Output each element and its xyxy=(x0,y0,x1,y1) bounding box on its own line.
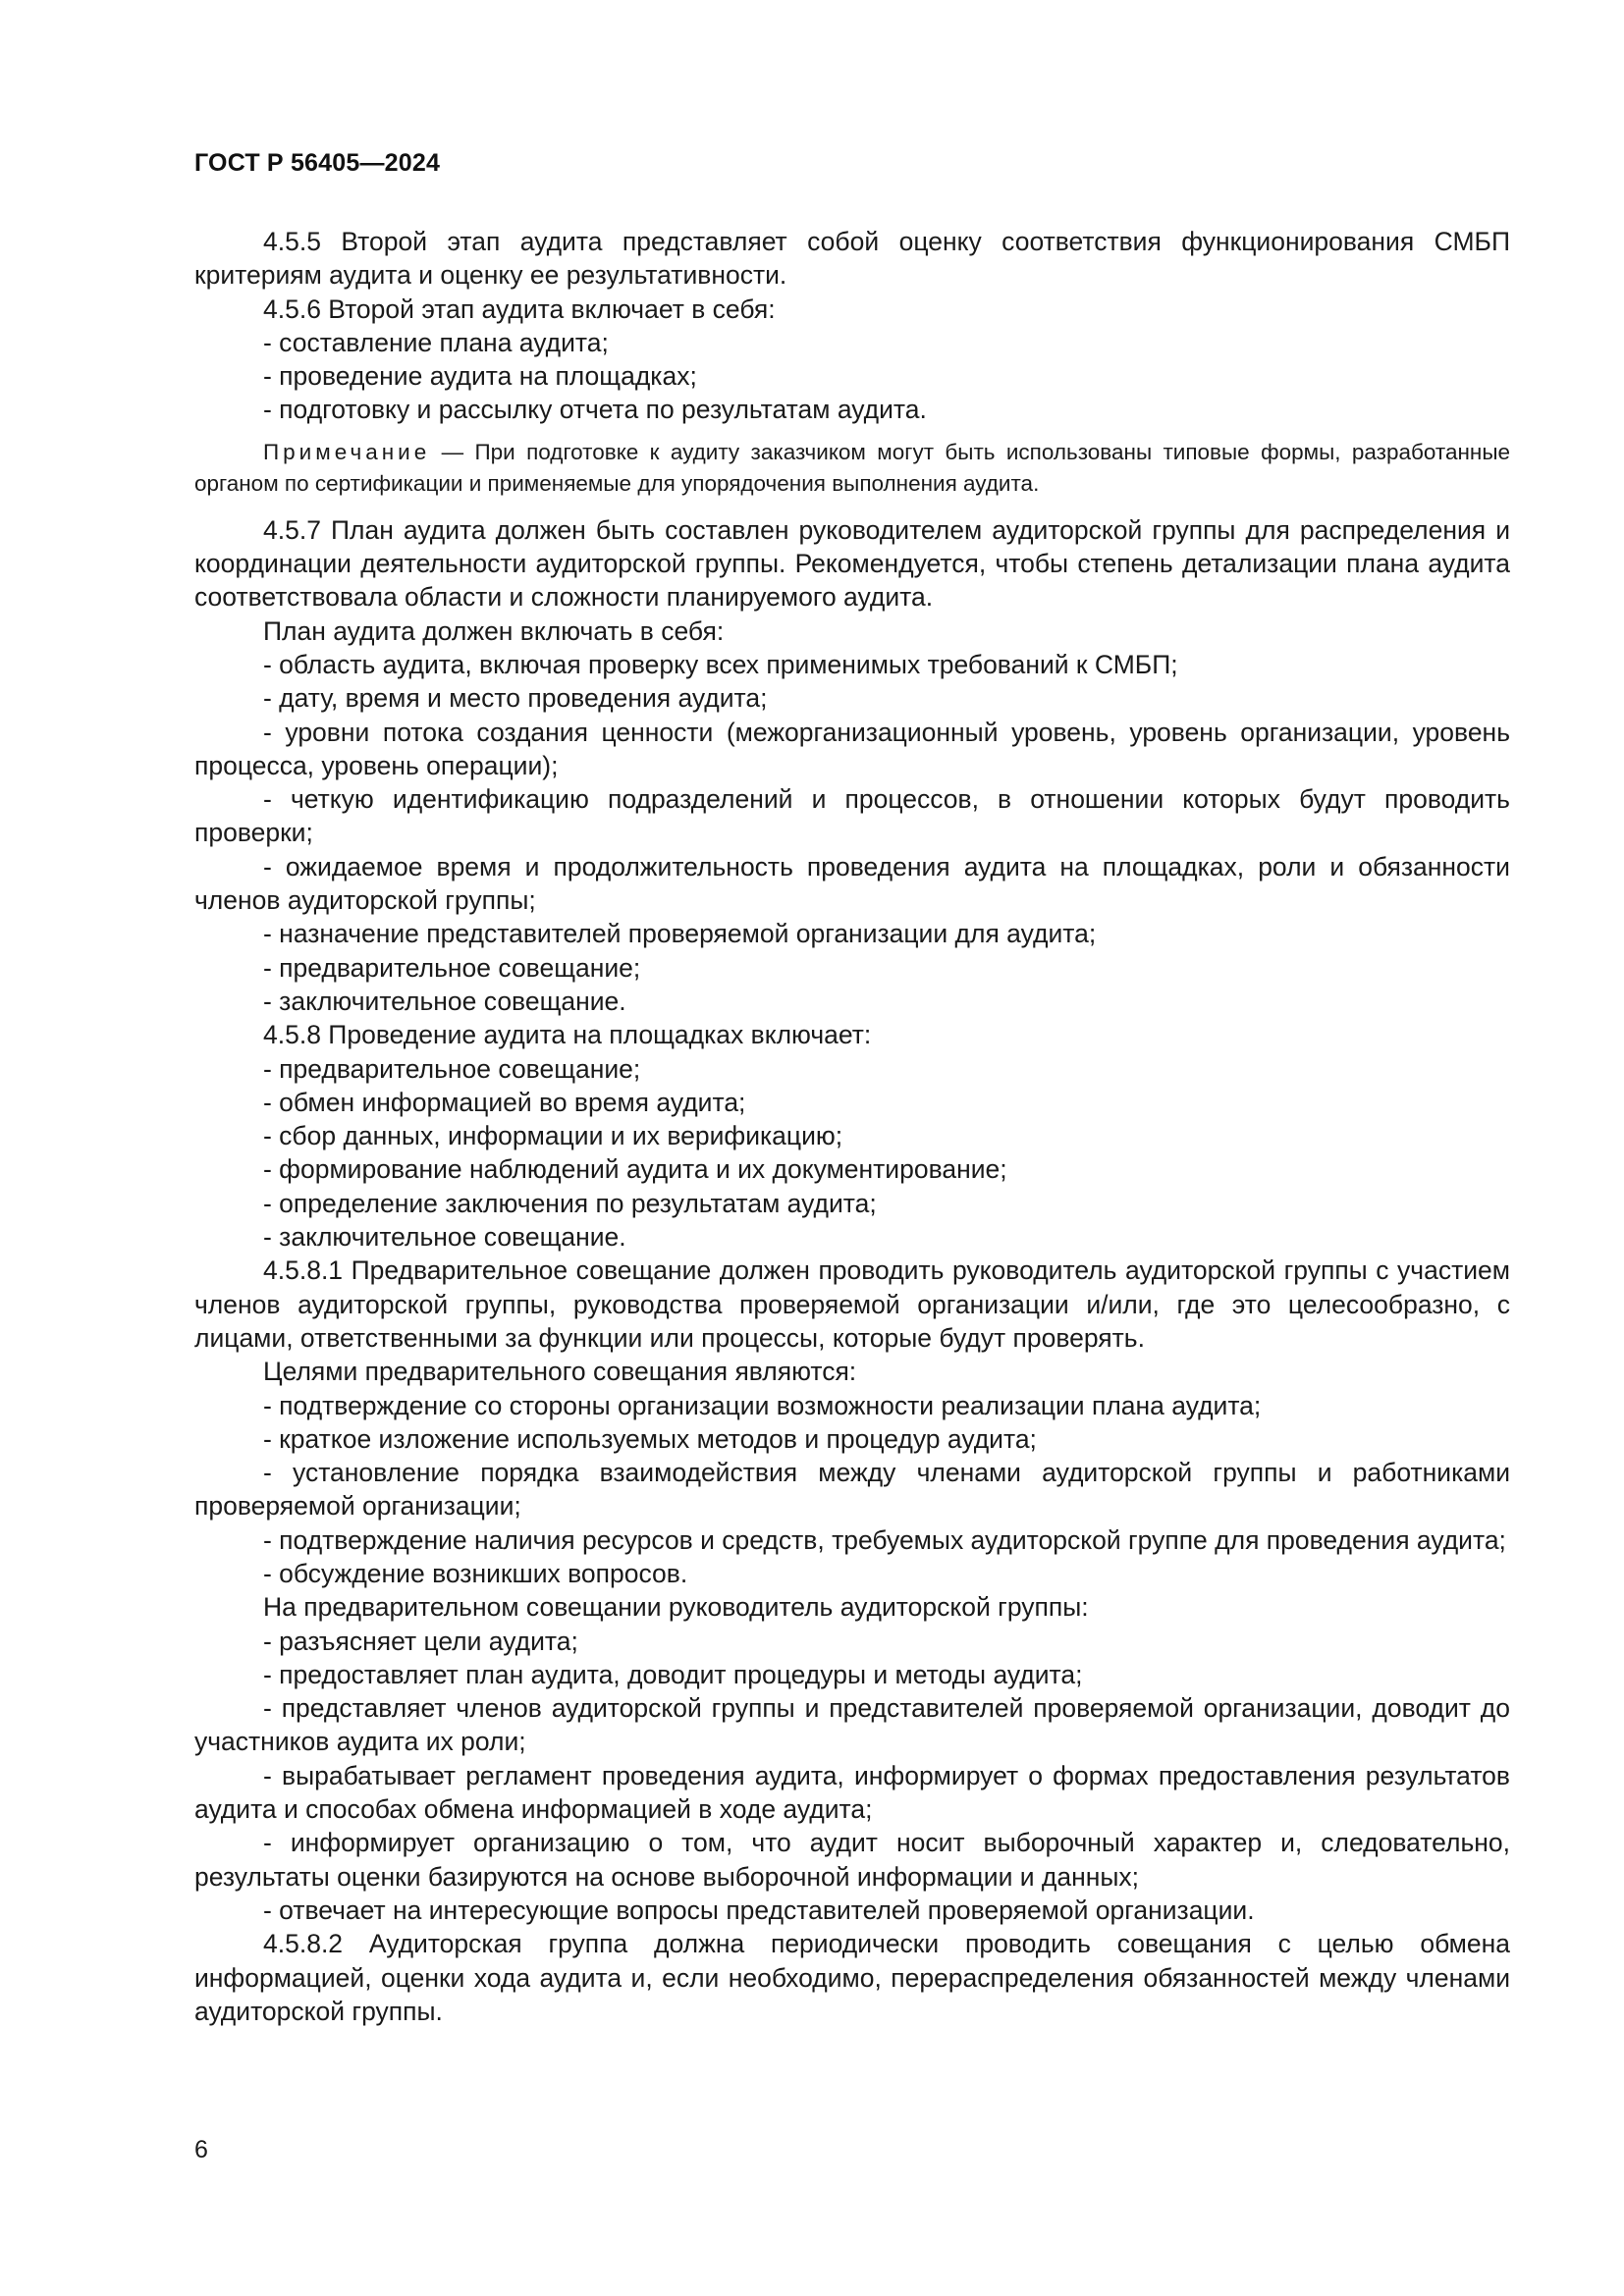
clause-4-5-5: 4.5.5 Второй этап аудита представляет собой оценку соответствия функционирования СМБП критериям аудита и оценку ее результативности. xyxy=(194,227,1510,291)
list-item: - область аудита, включая проверку всех применимых требований к СМБП; xyxy=(263,649,1178,679)
list-item: - подтверждение со стороны организации возможности реализации плана аудита; xyxy=(263,1390,1262,1420)
note-label: Примечание xyxy=(263,439,431,464)
clause-4-5-8: 4.5.8 Проведение аудита на площадках включает: xyxy=(263,1020,872,1050)
list-item: - подготовку и рассылку отчета по результатам аудита. xyxy=(263,395,927,425)
document-body xyxy=(194,225,1510,2028)
paragraph: Целями предварительного совещания являются: xyxy=(263,1357,857,1387)
list-item: - уровни потока создания ценности (межорганизационный уровень, уровень организации, уровень процесса, уровень операции); xyxy=(194,717,1510,780)
list-item: - отвечает на интересующие вопросы представителей проверяемой организации. xyxy=(263,1895,1255,1925)
note-text: — При подготовке к аудиту заказчиком могут быть использованы типовые формы, разработанные органом по сертификации и применяемые для упорядочения выполнения аудита. xyxy=(194,439,1510,496)
list-item: - заключительное совещание. xyxy=(263,986,626,1016)
clause-4-5-7: 4.5.7 План аудита должен быть составлен руководителем аудиторской группы для распределения и координации деятельности аудиторской группы. Рекомендуется, чтобы степень детализации плана аудита соответствовала области и сложности планируемого аудита. xyxy=(194,514,1510,613)
list-item: - проведение аудита на площадках; xyxy=(263,361,697,392)
list-item: - четкую идентификацию подразделений и процессов, в отношении которых будут проводить проверки; xyxy=(194,784,1510,848)
list-item: - разъясняет цели аудита; xyxy=(263,1626,578,1656)
list-item: - ожидаемое время и продолжительность проведения аудита на площадках, роли и обязанности членов аудиторской группы; xyxy=(194,851,1510,916)
paragraph: На предварительном совещании руководитель аудиторской группы: xyxy=(263,1592,1089,1623)
list-item: - составление плана аудита; xyxy=(263,327,609,357)
list-item: - установление порядка взаимодействия между членами аудиторской группы и работниками проверяемой организации; xyxy=(194,1458,1510,1522)
list-item: - предоставляет план аудита, доводит процедуры и методы аудита; xyxy=(263,1659,1083,1689)
clause-4-5-8-1: 4.5.8.1 Предварительное совещание должен проводить руководитель аудиторской группы с участием членов аудиторской группы, руководства проверяемой организации и/или, где это целесообразно, с лицами, ответственными за функции или процессы, которые будут проверять. xyxy=(194,1255,1510,1353)
list-item: - подтверждение наличия ресурсов и средств, требуемых аудиторской группе для проведения аудита; xyxy=(263,1524,1506,1555)
list-item: - дату, время и место проведения аудита; xyxy=(263,683,768,714)
list-item: - обмен информацией во время аудита; xyxy=(263,1087,746,1117)
page-number: 6 xyxy=(194,2136,208,2163)
list-item: - информирует организацию о том, что аудит носит выборочный характер и, следовательно, результаты оценки базируются на основе выборочной информации и данных; xyxy=(194,1828,1510,1892)
list-item: - назначение представителей проверяемой организации для аудита; xyxy=(263,919,1097,949)
list-item: - предварительное совещание; xyxy=(263,1053,641,1084)
list-item: - предварительное совещание; xyxy=(263,952,641,983)
list-item: - сбор данных, информации и их верификацию; xyxy=(263,1121,843,1151)
list-item: - определение заключения по результатам аудита; xyxy=(263,1188,877,1218)
list-item: - обсуждение возникших вопросов. xyxy=(263,1558,688,1588)
list-item: - вырабатывает регламент проведения аудита, информирует о формах предоставления результатов аудита и способах обмена информацией в ходе аудита; xyxy=(194,1760,1510,1825)
list-item: - представляет членов аудиторской группы и представителей проверяемой организации, доводит до участников аудита их роли; xyxy=(194,1693,1510,1757)
list-item: - формирование наблюдений аудита и их документирование; xyxy=(263,1154,1007,1185)
document-code-header: ГОСТ Р 56405—2024 xyxy=(194,149,441,177)
list-item: - краткое изложение используемых методов и процедур аудита; xyxy=(263,1423,1037,1454)
paragraph: План аудита должен включать в себя: xyxy=(263,615,725,646)
clause-4-5-6: 4.5.6 Второй этап аудита включает в себя: xyxy=(263,294,776,324)
clause-4-5-8-2: 4.5.8.2 Аудиторская группа должна периодически проводить совещания с целью обмена информацией, оценки хода аудита и, если необходимо, перераспределения обязанностей между членами аудиторской группы. xyxy=(194,1929,1510,2026)
note-paragraph xyxy=(194,437,1510,500)
list-item: - заключительное совещание. xyxy=(263,1222,626,1253)
